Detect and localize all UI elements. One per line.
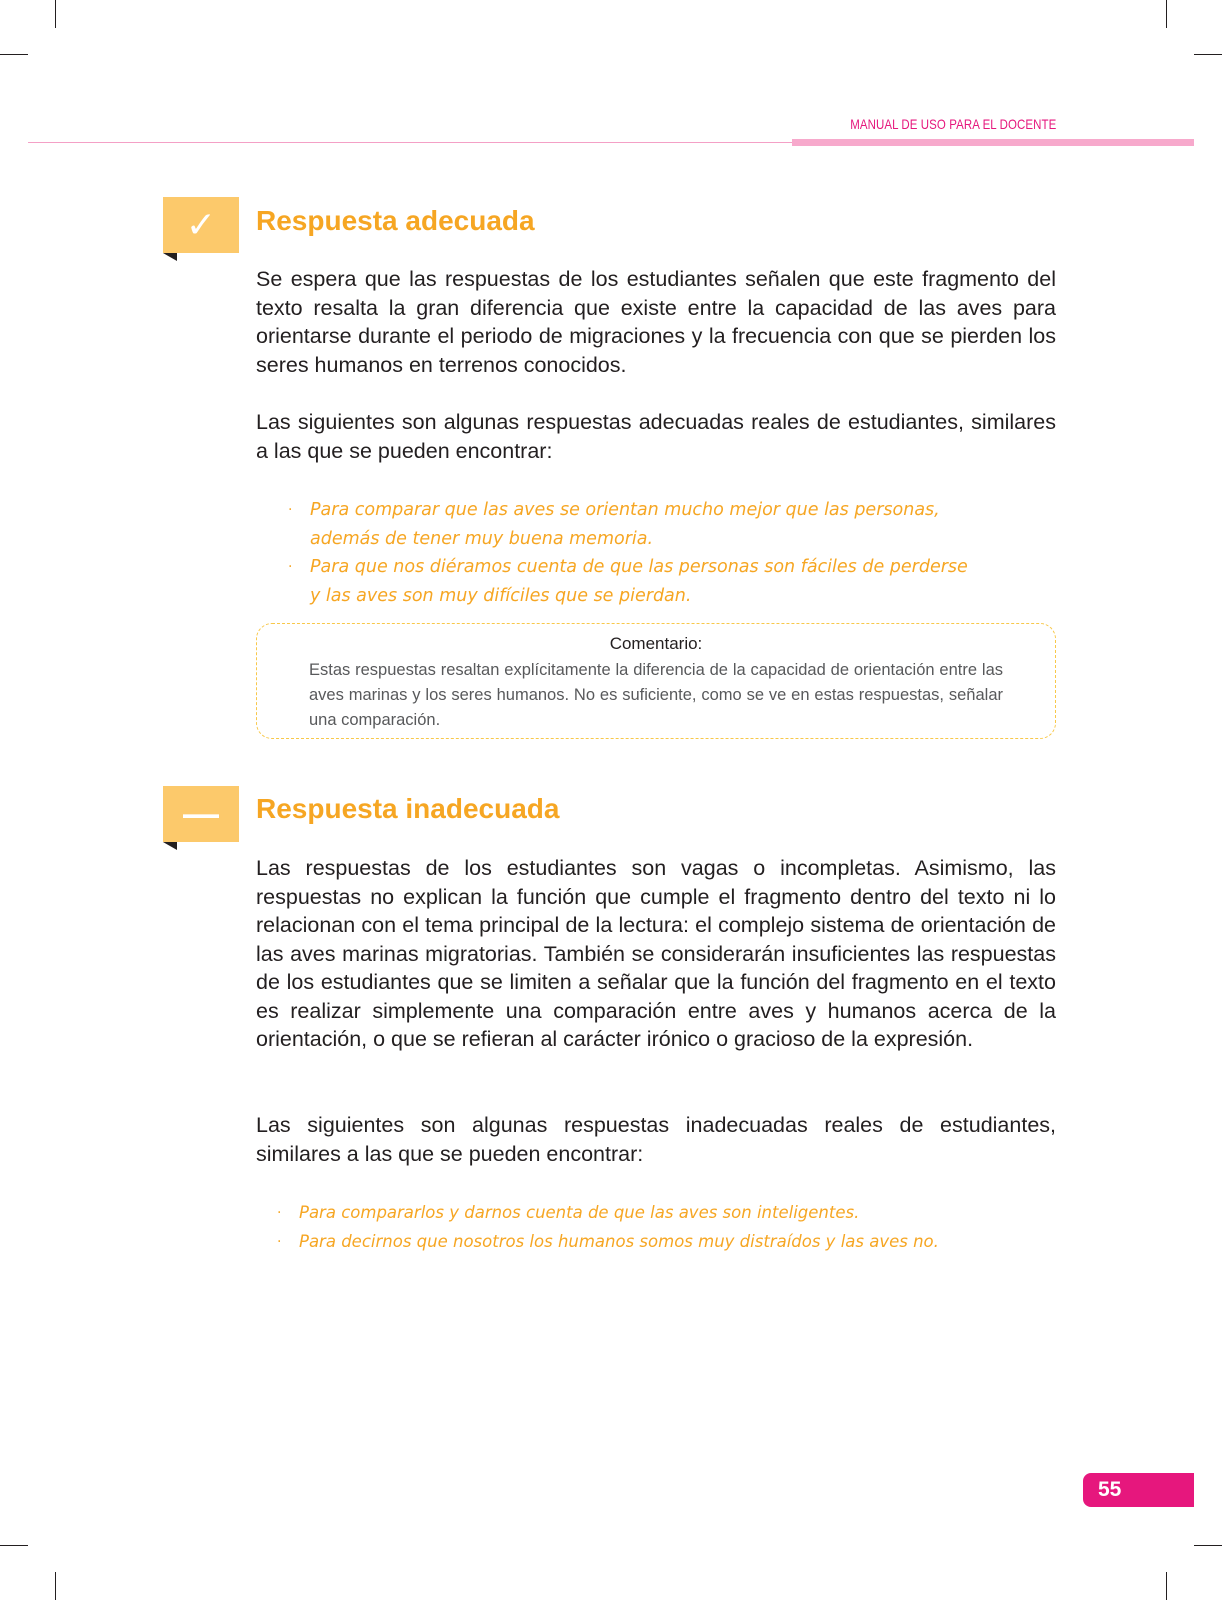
bullet-icon: ·: [277, 1205, 282, 1221]
page-number: 55: [1083, 1473, 1194, 1507]
inadequate-paragraph-2: Las siguientes son algunas respuestas inadecuadas reales de estudiantes, similares a las que se pueden encontrar:: [256, 1113, 1056, 1166]
crop-mark: [55, 0, 56, 28]
bullet-icon: ·: [288, 559, 293, 575]
list-item: [288, 496, 1028, 553]
running-head: MANUAL DE USO PARA EL DOCENTE: [849, 116, 1056, 132]
answer-line: Para que nos diéramos cuenta de que las personas son fáciles de perderse: [310, 557, 968, 577]
crop-mark: [1166, 0, 1167, 28]
check-icon: ✓: [163, 197, 239, 253]
tag-fold: [163, 253, 177, 261]
answer-line: además de tener muy buena memoria.: [310, 528, 654, 549]
heading-inadequate: Respuesta inadecuada: [256, 793, 560, 824]
crop-mark: [0, 54, 28, 55]
answer-line: y las aves son muy difíciles que se pierdan.: [310, 585, 692, 606]
crop-mark: [1194, 1545, 1222, 1546]
heading-adequate: Respuesta adecuada: [256, 205, 535, 236]
list-item: [277, 1228, 1037, 1257]
bullet-icon: ·: [288, 502, 293, 518]
adequate-answers-list: [288, 496, 1028, 610]
crop-mark: [55, 1572, 56, 1600]
inadequate-paragraph-1: Las respuestas de los estudiantes son vagas o incompletas. Asimismo, las respuestas no explican la función que cumple el fragmento dentro del texto ni lo relacionan con el tema principal de la lectura: el complejo sistema de orientación de las aves marinas migratorias. También se considerarán insuficientes las respuestas de los estudiantes que se limiten a señalar que la función del fragmento en el texto es realizar simplemente una comparación entre aves y humanos acerca de la orientación, o que se refieran al carácter irónico o gracioso de la expresión.: [256, 856, 1056, 1051]
dash-icon: —: [163, 786, 239, 842]
comment-box: [256, 623, 1056, 739]
list-item: [277, 1199, 1037, 1228]
crop-mark: [0, 1545, 28, 1546]
adequate-paragraph-1: Se espera que las respuestas de los estudiantes señalen que este fragmento del texto resalta la gran diferencia que existe entre la capacidad de las aves para orientarse durante el periodo de migraciones y la frecuencia con que se pierden los seres humanos en terrenos conocidos.: [256, 267, 1056, 377]
comment-text: Estas respuestas resaltan explícitamente la diferencia de la capacidad de orientación entre las aves marinas y los seres humanos. No es suficiente, como se ve en estas respuestas, señalar una comparación.: [309, 661, 1003, 729]
answer-line: Para decirnos que nosotros los humanos somos muy distraídos y las aves no.: [299, 1231, 939, 1251]
header-accent-bar: [792, 139, 1194, 146]
crop-mark: [1166, 1572, 1167, 1600]
answer-line: Para comparar que las aves se orientan mucho mejor que las personas,: [310, 500, 940, 520]
answer-line: Para compararlos y darnos cuenta de que las aves son inteligentes.: [299, 1203, 860, 1222]
bullet-icon: ·: [277, 1233, 282, 1250]
adequate-paragraph-2: Las siguientes son algunas respuestas adecuadas reales de estudiantes, similares a las que se pueden encontrar:: [256, 410, 1056, 463]
tag-fold: [163, 842, 177, 850]
list-item: [288, 553, 1028, 610]
inadequate-answers-list: [277, 1199, 1037, 1256]
comment-title: Comentario:: [609, 634, 703, 653]
crop-mark: [1194, 54, 1222, 55]
